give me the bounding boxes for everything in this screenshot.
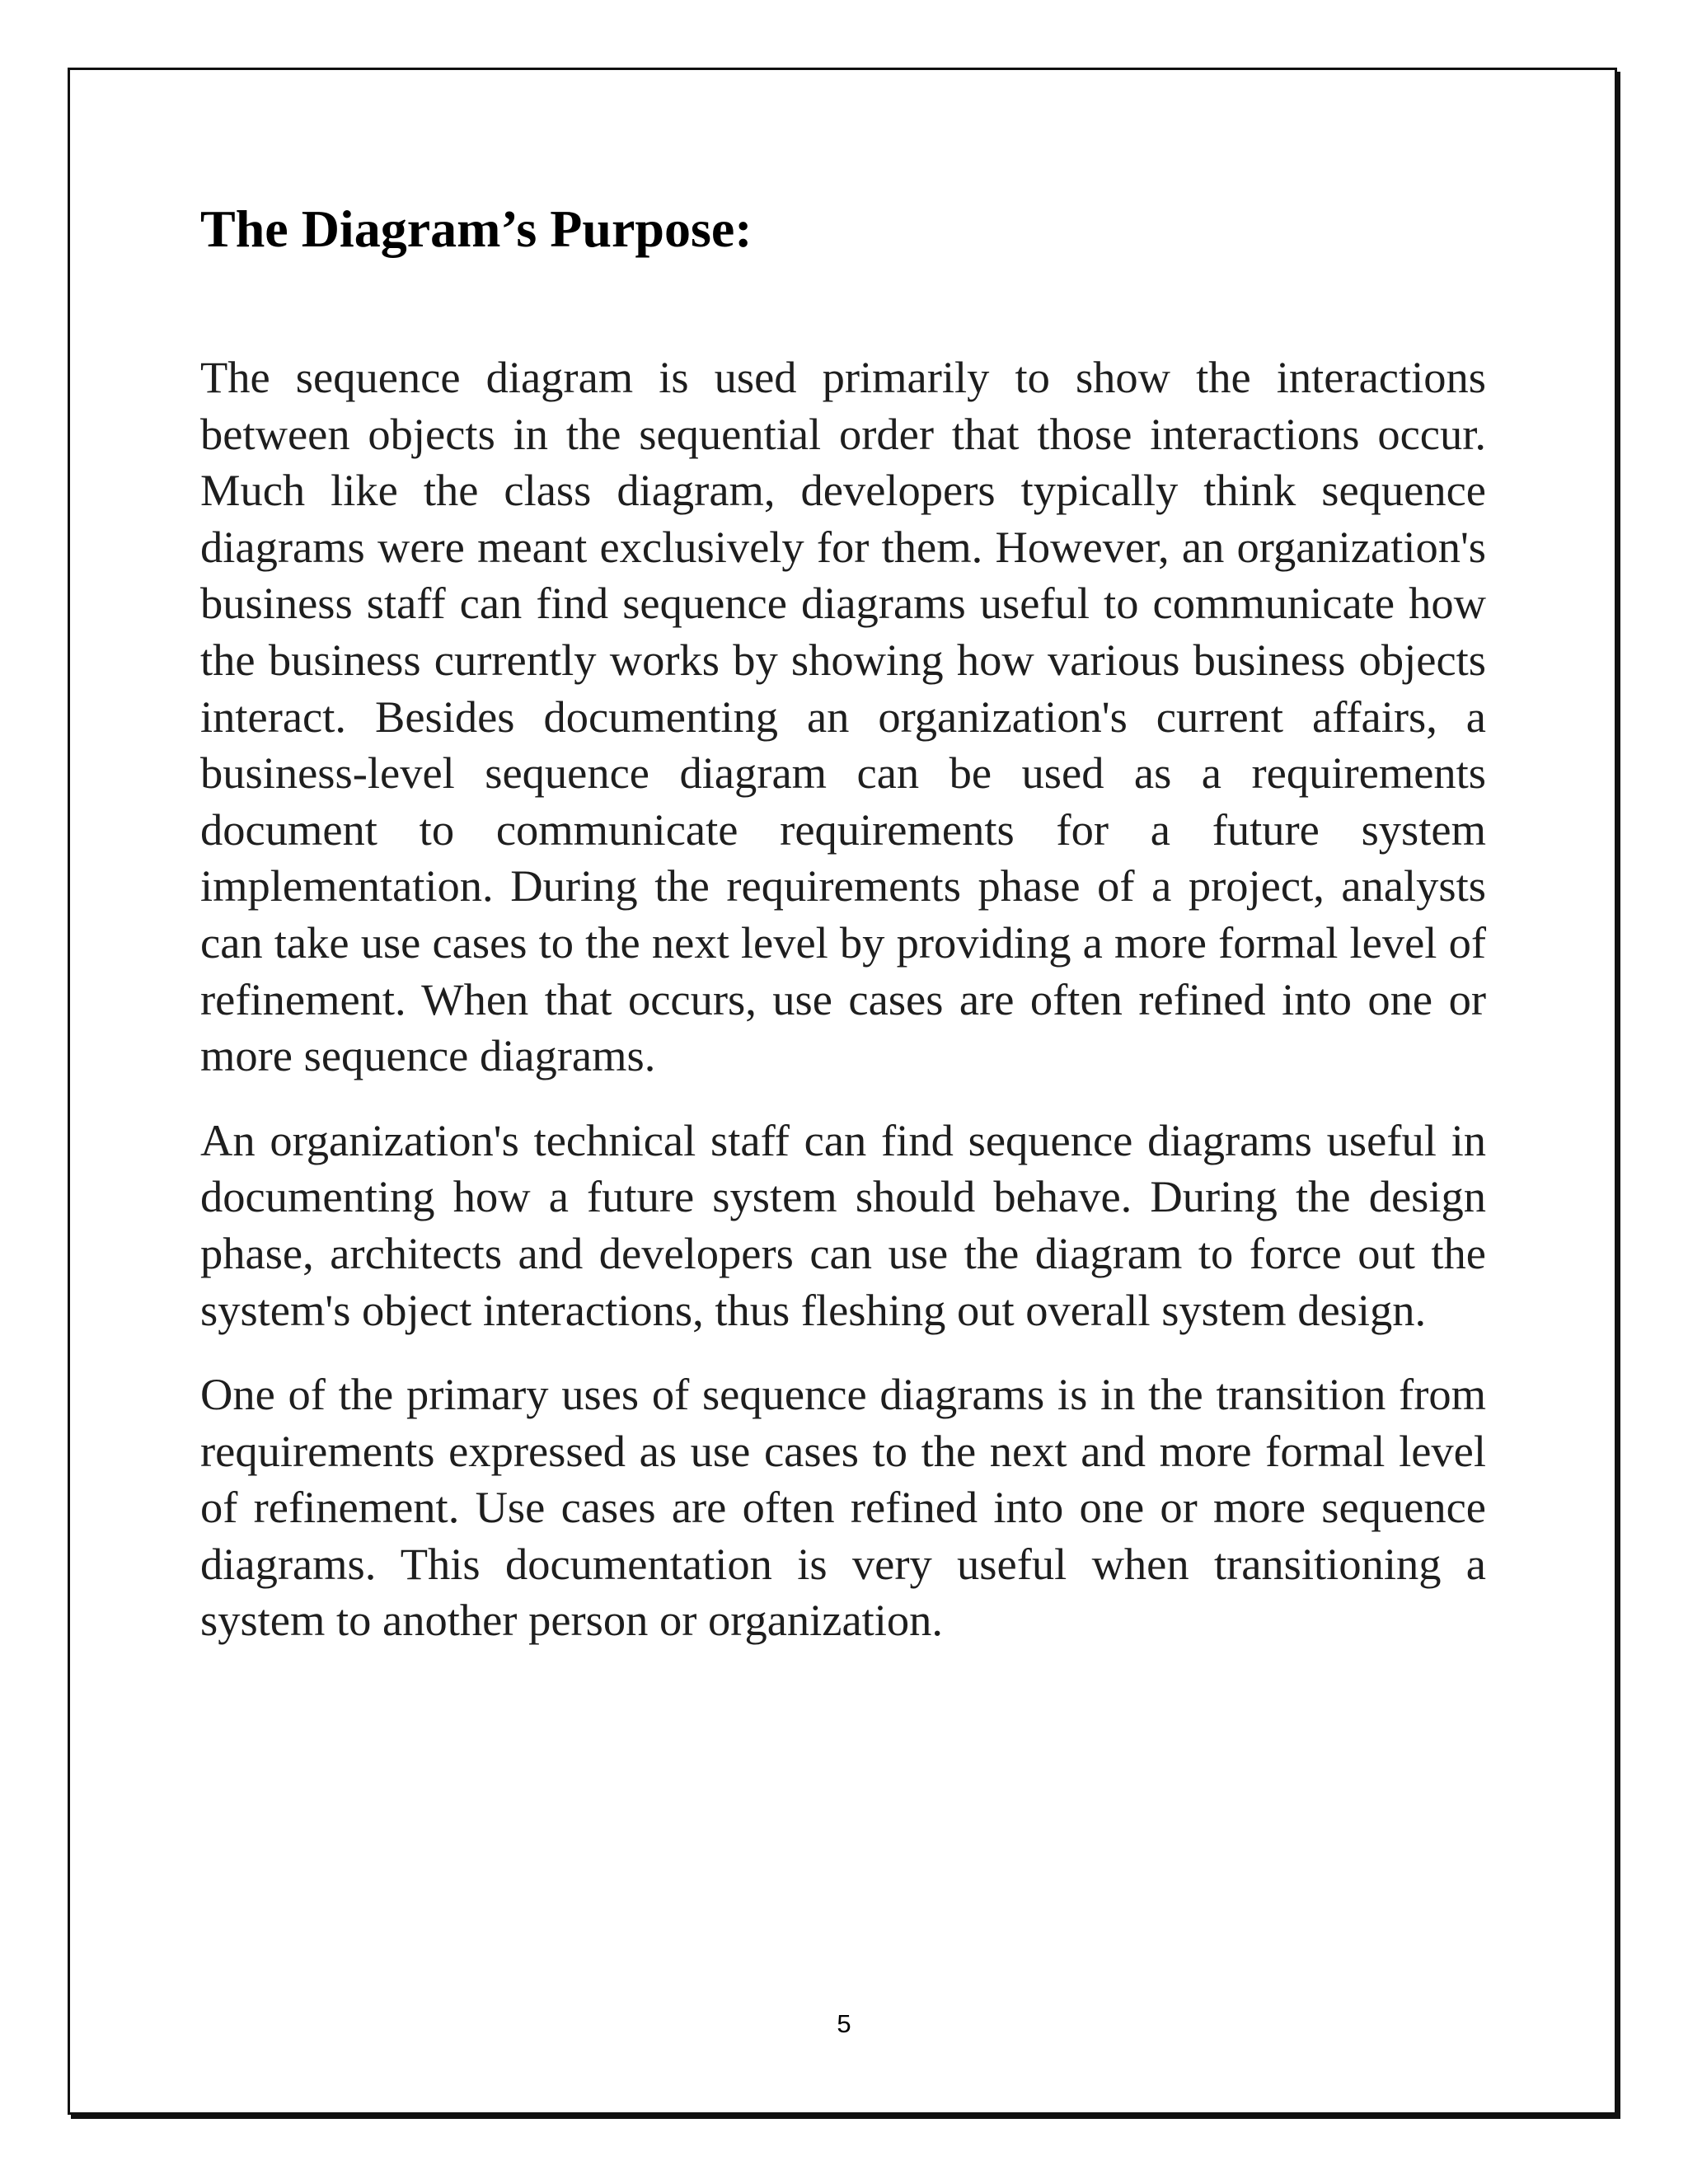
paragraph-purpose: The sequence diagram is used primarily to show the interactions between objects in the sequential order that those interactions occur. Much like the class diagram, developers typically think sequence diagrams were meant exclusively for them. However, an organization's business staff can find sequence diagrams useful to communicate how the business currently works by showing how various business objects interact. Besides documenting an organization's current affairs, a business-level sequence diagram can be used as a requirements document to communicate requirements for a future system implementation. During the requirements phase of a project, analysts can take use cases to the next level by providing a more formal level of refinement. When that occurs, use cases are often refined into one or more sequence diagrams. [200, 352, 1486, 1081]
page-title: The Diagram’s Purpose: [200, 199, 753, 258]
paragraph-technical-staff: An organization's technical staff can find sequence diagrams useful in documenting how a future system should behave. During the design phase, architects and developers can use the diagram to force out the system's object interactions, thus fleshing out overall system design. [200, 1114, 1486, 1335]
paragraph-primary-uses: One of the primary uses of sequence diagrams is in the transition from requirements expressed as use cases to the next and more formal level of refinement. Use cases are often refined into one or more sequence diagrams. This documentation is very useful when transitioning a system to another person or organization. [200, 1369, 1486, 1646]
page-content [200, 191, 1486, 1649]
page-number: 5 [837, 2009, 851, 2038]
